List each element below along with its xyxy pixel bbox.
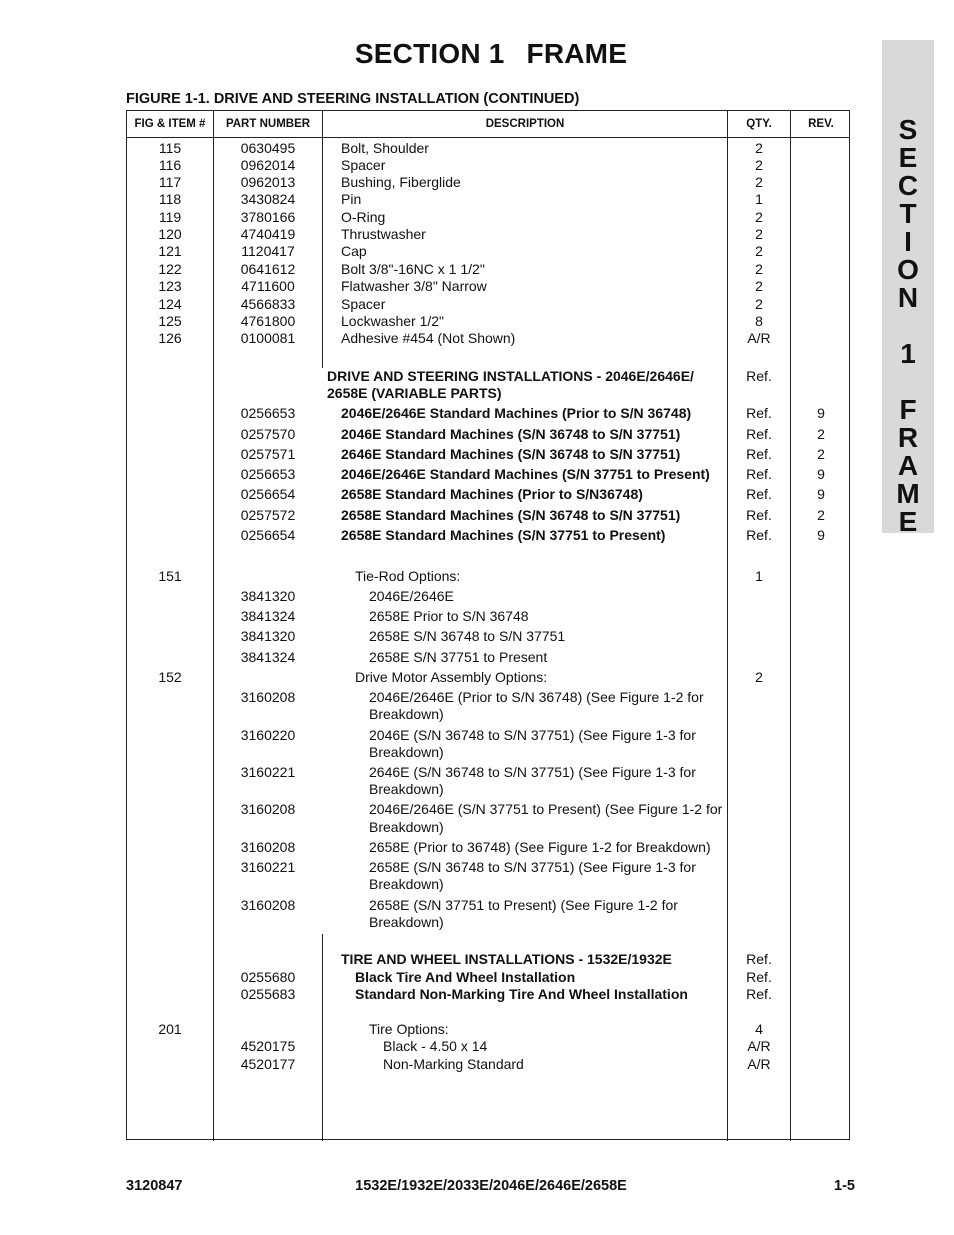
part-description: Breakdown): [369, 706, 444, 722]
part-number: 0257571: [240, 446, 296, 462]
quantity: Ref.: [746, 426, 772, 442]
tab-letter: F: [899, 394, 917, 425]
section-side-tab[interactable]: [882, 40, 934, 537]
part-description: 2658E (S/N 36748 to S/N 37751) (See Figure 1-3 for: [369, 859, 696, 875]
quantity: A/R: [747, 1056, 771, 1072]
item-number: 126: [158, 330, 182, 346]
part-description: 2658E Prior to S/N 36748: [369, 608, 529, 624]
part-number: 3160221: [240, 764, 296, 780]
part-description: Breakdown): [369, 744, 444, 760]
part-description: 2046E/2646E: [369, 588, 454, 604]
header-item: FIG & ITEM #: [134, 118, 206, 130]
part-description: 2046E Standard Machines (S/N 36748 to S/N 37751): [341, 426, 681, 442]
quantity: 1: [755, 568, 763, 584]
part-number: 0962014: [240, 157, 296, 173]
part-description: Flatwasher 3/8" Narrow: [341, 278, 487, 294]
part-description: Breakdown): [369, 781, 444, 797]
quantity: 2: [755, 140, 763, 156]
quantity: Ref.: [746, 951, 772, 967]
quantity: 2: [755, 296, 763, 312]
section-title: [0, 38, 954, 70]
quantity: A/R: [747, 1038, 771, 1054]
figure-caption: FIGURE 1-1. DRIVE AND STEERING INSTALLATION (CONTINUED): [126, 91, 580, 107]
revision: 9: [817, 466, 825, 482]
part-description: 2658E (Prior to 36748) (See Figure 1-2 for Breakdown): [369, 839, 711, 855]
quantity: Ref.: [746, 446, 772, 462]
part-number: 1120417: [241, 243, 295, 259]
part-description: Spacer: [341, 296, 386, 312]
model-list: 1532E/1932E/2033E/2046E/2646E/2658E: [355, 1178, 627, 1194]
part-description: Standard Non-Marking Tire And Wheel Installation: [355, 986, 688, 1002]
tab-letter: S: [898, 114, 918, 145]
part-description: Breakdown): [369, 819, 444, 835]
revision: 2: [817, 426, 825, 442]
column-divider: [790, 111, 791, 1141]
part-description: 2046E/2646E (S/N 37751 to Present) (See Figure 1-2 for: [369, 801, 723, 817]
section-label: SECTION 1: [354, 38, 505, 69]
quantity: 2: [755, 157, 763, 173]
part-description: Lockwasher 1/2": [341, 313, 445, 329]
item-number: 121: [158, 243, 182, 259]
item-number: 201: [158, 1021, 182, 1037]
part-number: 0100081: [240, 330, 296, 346]
item-number: 118: [158, 191, 182, 207]
part-description: 2046E/2646E Standard Machines (S/N 37751 to Present): [341, 466, 710, 482]
part-number: 0255683: [240, 986, 296, 1002]
part-description: 2646E Standard Machines (S/N 36748 to S/N 37751): [341, 446, 681, 462]
quantity: 2: [755, 278, 763, 294]
tab-letter: O: [897, 254, 919, 285]
part-number: 3160221: [240, 859, 296, 875]
part-description: Spacer: [341, 157, 386, 173]
item-number: 120: [158, 226, 182, 242]
part-number: 0256653: [240, 466, 296, 482]
part-description: Pin: [341, 191, 362, 207]
item-number: 119: [158, 209, 182, 225]
parts-table: [126, 110, 850, 1140]
part-description: O-Ring: [341, 209, 386, 225]
part-number: 3160208: [240, 897, 296, 913]
page-number: 1-5: [834, 1178, 855, 1194]
part-number: 3430824: [240, 191, 296, 207]
item-number: 116: [158, 157, 182, 173]
quantity: 2: [755, 261, 763, 277]
part-description: DRIVE AND STEERING INSTALLATIONS - 2046E/2646E/: [327, 368, 694, 384]
tab-letter: E: [898, 506, 918, 537]
part-number: 3841324: [240, 649, 296, 665]
header-rev: REV.: [808, 118, 834, 130]
part-description: 2658E Standard Machines (S/N 36748 to S/N 37751): [341, 507, 681, 523]
part-description: Non-Marking Standard: [383, 1056, 524, 1072]
part-description: 2658E S/N 37751 to Present: [369, 649, 548, 665]
part-number: 0641612: [240, 261, 296, 277]
doc-number: 3120847: [126, 1178, 183, 1194]
part-number: 3160208: [240, 839, 296, 855]
part-description: 2658E S/N 36748 to S/N 37751: [369, 628, 566, 644]
part-number: 3780166: [240, 209, 296, 225]
quantity: 2: [755, 174, 763, 190]
part-number: 3841320: [240, 588, 296, 604]
quantity: Ref.: [746, 466, 772, 482]
quantity: Ref.: [746, 986, 772, 1002]
tab-letter: C: [897, 170, 919, 201]
part-number: 0962013: [240, 174, 296, 190]
part-description: Thrustwasher: [341, 226, 426, 242]
part-description: Bolt, Shoulder: [341, 140, 429, 156]
item-number: 115: [158, 140, 182, 156]
tab-letter: I: [904, 226, 912, 257]
item-number: 117: [158, 174, 182, 190]
revision: 9: [817, 527, 825, 543]
part-description: Black - 4.50 x 14: [383, 1038, 488, 1054]
column-divider: [322, 137, 323, 368]
item-number: 151: [158, 568, 182, 584]
part-number: 0256653: [240, 405, 296, 421]
part-number: 4520177: [240, 1056, 296, 1072]
tab-letter: N: [897, 282, 919, 313]
part-number: 0256654: [240, 486, 296, 502]
quantity: 1: [755, 191, 763, 207]
part-description: 2658E Standard Machines (Prior to S/N36748): [341, 486, 643, 502]
part-description: 2046E/2646E Standard Machines (Prior to S/N 36748): [341, 405, 692, 421]
part-number: 0630495: [240, 140, 296, 156]
part-number: 4520175: [240, 1038, 296, 1054]
item-number: 123: [158, 278, 182, 294]
part-number: 3160208: [240, 801, 296, 817]
part-number: 0257572: [240, 507, 296, 523]
part-number: 3841324: [240, 608, 296, 624]
quantity: 4: [755, 1021, 763, 1037]
part-description: Tire Options:: [369, 1021, 449, 1037]
part-description: 2046E/2646E (Prior to S/N 36748) (See Figure 1-2 for: [369, 689, 704, 705]
part-number: 0255680: [240, 969, 296, 985]
revision: 9: [817, 486, 825, 502]
part-number: 3160208: [240, 689, 296, 705]
tab-letter: 1: [900, 338, 916, 369]
column-divider: [322, 934, 323, 1089]
part-description: Cap: [341, 243, 367, 259]
revision: 2: [817, 446, 825, 462]
part-description: Drive Motor Assembly Options:: [355, 669, 548, 685]
part-description: 2658E (S/N 37751 to Present) (See Figure 1-2 for: [369, 897, 678, 913]
item-number: 152: [158, 669, 182, 685]
part-number: 4761800: [240, 313, 296, 329]
item-number: 122: [158, 261, 182, 277]
part-description: TIRE AND WHEEL INSTALLATIONS - 1532E/1932E: [341, 951, 672, 967]
part-description: Bushing, Fiberglide: [341, 174, 461, 190]
tab-letter: M: [896, 478, 920, 509]
revision: 2: [817, 507, 825, 523]
quantity: Ref.: [746, 368, 772, 384]
part-description: 2046E (S/N 36748 to S/N 37751) (See Figure 1-3 for: [369, 727, 696, 743]
quantity: Ref.: [746, 507, 772, 523]
quantity: 2: [755, 226, 763, 242]
header-description: DESCRIPTION: [485, 118, 565, 130]
header-part-number: PART NUMBER: [225, 118, 311, 130]
quantity: A/R: [747, 330, 771, 346]
part-number: 4740419: [240, 226, 296, 242]
quantity: 2: [755, 243, 763, 259]
section-name: FRAME: [526, 38, 628, 69]
part-number: 0257570: [240, 426, 296, 442]
part-description: 2658E Standard Machines (S/N 37751 to Present): [341, 527, 666, 543]
quantity: Ref.: [746, 405, 772, 421]
quantity: 8: [755, 313, 763, 329]
quantity: 2: [755, 209, 763, 225]
quantity: Ref.: [746, 969, 772, 985]
part-description: Breakdown): [369, 914, 444, 930]
part-number: 3160220: [240, 727, 296, 743]
part-number: 4711600: [241, 278, 295, 294]
part-description: Black Tire And Wheel Installation: [355, 969, 576, 985]
quantity: Ref.: [746, 527, 772, 543]
tab-letter: R: [897, 422, 919, 453]
part-description: Bolt 3/8"-16NC x 1 1/2": [341, 261, 485, 277]
part-number: 3841320: [240, 628, 296, 644]
tab-letter: T: [899, 198, 917, 229]
part-description: Tie-Rod Options:: [355, 568, 461, 584]
item-number: 125: [158, 313, 182, 329]
part-number: 0256654: [240, 527, 296, 543]
quantity: 2: [755, 669, 763, 685]
revision: 9: [817, 405, 825, 421]
header-qty: QTY.: [746, 118, 772, 130]
part-description: 2658E (VARIABLE PARTS): [327, 385, 502, 401]
part-description: Adhesive #454 (Not Shown): [341, 330, 516, 346]
part-description: Breakdown): [369, 876, 444, 892]
item-number: 124: [158, 296, 182, 312]
tab-letter: A: [897, 450, 919, 481]
tab-letter: E: [898, 142, 918, 173]
quantity: Ref.: [746, 486, 772, 502]
header-divider: [127, 137, 849, 138]
part-description: 2646E (S/N 36748 to S/N 37751) (See Figure 1-3 for: [369, 764, 696, 780]
column-divider: [322, 1089, 323, 1141]
part-number: 4566833: [240, 296, 296, 312]
